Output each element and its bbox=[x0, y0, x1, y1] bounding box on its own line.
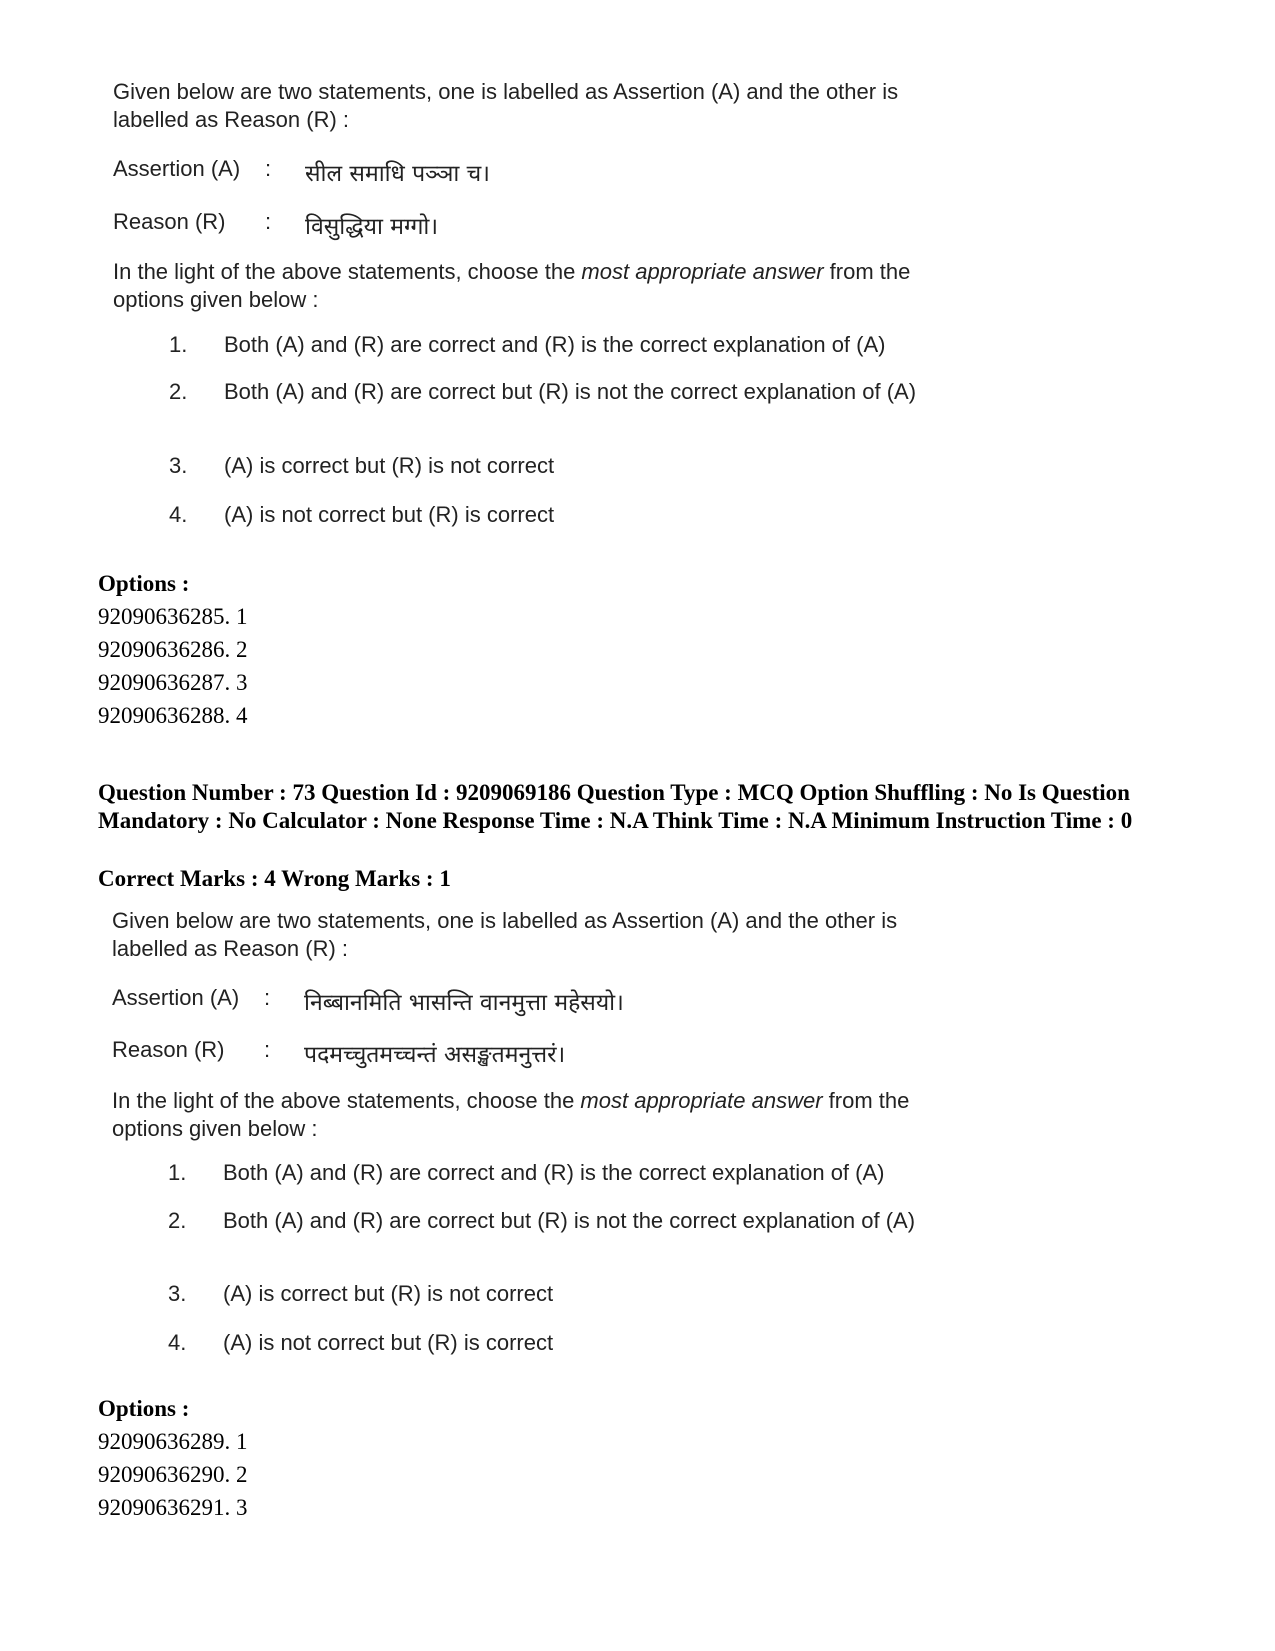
choice-text: Both (A) and (R) are correct and (R) is the correct explanation of (A) bbox=[223, 1160, 885, 1185]
assertion-colon: : bbox=[264, 985, 271, 1010]
question-intro: Given below are two statements, one is labelled as Assertion (A) and the other is labelled as Reason (R) : bbox=[112, 908, 898, 961]
assertion-text: निब्बानमिति भासन्ति वानमुत्ता महेसयो। bbox=[304, 990, 624, 1016]
reason-label: Reason (R) bbox=[112, 1037, 225, 1062]
choice-item bbox=[169, 378, 943, 434]
choice-number: 3. bbox=[169, 453, 188, 478]
choice-number: 3. bbox=[168, 1281, 187, 1306]
choice-text: Both (A) and (R) are correct and (R) is the correct explanation of (A) bbox=[224, 332, 886, 357]
option-line: 92090636288. 4 bbox=[98, 703, 248, 728]
choice-text: Both (A) and (R) are correct but (R) is not the correct explanation of (A) bbox=[224, 379, 917, 404]
options-heading: Options : bbox=[98, 1396, 190, 1421]
assertion-label: Assertion (A) bbox=[112, 985, 240, 1010]
choice-number: 4. bbox=[169, 502, 188, 527]
choice-number: 1. bbox=[169, 332, 188, 357]
instruction-text: In the light of the above statements, choose the most appropriate answer from the options given below : bbox=[113, 259, 911, 312]
reason-colon: : bbox=[265, 209, 272, 234]
reason-colon: : bbox=[264, 1037, 271, 1062]
choice-number: 2. bbox=[169, 379, 188, 404]
choice-item bbox=[169, 501, 943, 529]
reason-label: Reason (R) bbox=[113, 209, 226, 234]
question-intro: Given below are two statements, one is labelled as Assertion (A) and the other is labelled as Reason (R) : bbox=[113, 79, 899, 132]
choice-item bbox=[169, 331, 943, 359]
assertion-label: Assertion (A) bbox=[113, 156, 241, 181]
option-line: 92090636291. 3 bbox=[98, 1495, 248, 1520]
question-72-image bbox=[113, 78, 943, 558]
assertion-text: सील समाधि पञ्ञा च। bbox=[305, 161, 490, 187]
option-line: 92090636289. 1 bbox=[98, 1429, 248, 1454]
choice-text: (A) is not correct but (R) is correct bbox=[224, 502, 555, 527]
choice-item bbox=[168, 1329, 942, 1357]
reason-text: पदमच्चुतमच्चन्तं असङ्खतमनुत्तरं। bbox=[304, 1042, 566, 1068]
option-line: 92090636285. 1 bbox=[98, 604, 248, 629]
choice-number: 1. bbox=[168, 1160, 187, 1185]
assertion-colon: : bbox=[265, 156, 272, 181]
choice-item bbox=[169, 452, 943, 480]
question-marks: Correct Marks : 4 Wrong Marks : 1 bbox=[98, 866, 451, 891]
assertion-row bbox=[113, 156, 943, 186]
choice-text: Both (A) and (R) are correct but (R) is not the correct explanation of (A) bbox=[223, 1208, 916, 1233]
instruction-emphasis: most appropriate answer bbox=[581, 259, 824, 284]
choice-text: (A) is not correct but (R) is correct bbox=[223, 1330, 554, 1355]
choice-item bbox=[168, 1207, 942, 1263]
instruction-text: In the light of the above statements, choose the most appropriate answer from the options given below : bbox=[112, 1088, 910, 1141]
choice-text: (A) is correct but (R) is not correct bbox=[224, 453, 555, 478]
reason-row bbox=[113, 209, 943, 239]
option-line: 92090636290. 2 bbox=[98, 1462, 248, 1487]
choice-number: 2. bbox=[168, 1208, 187, 1233]
option-line: 92090636287. 3 bbox=[98, 670, 248, 695]
choice-item bbox=[168, 1159, 942, 1187]
reason-text: विसुद्धिया मग्गो। bbox=[305, 214, 439, 240]
options-heading: Options : bbox=[98, 571, 190, 596]
assertion-row bbox=[112, 985, 942, 1015]
choice-text: (A) is correct but (R) is not correct bbox=[223, 1281, 554, 1306]
instruction-emphasis: most appropriate answer bbox=[580, 1088, 823, 1113]
choice-number: 4. bbox=[168, 1330, 187, 1355]
reason-row bbox=[112, 1037, 942, 1067]
choice-item bbox=[168, 1280, 942, 1308]
option-line: 92090636286. 2 bbox=[98, 637, 248, 662]
question-73-image bbox=[112, 907, 942, 1387]
question-meta: Question Number : 73 Question Id : 9209069186 Question Type : MCQ Option Shuffling : No Is Question Mandatory : No Calculator : None Response Time : N.A Think Time : N.A Minimum Instruction Time : 0 bbox=[98, 780, 1133, 833]
